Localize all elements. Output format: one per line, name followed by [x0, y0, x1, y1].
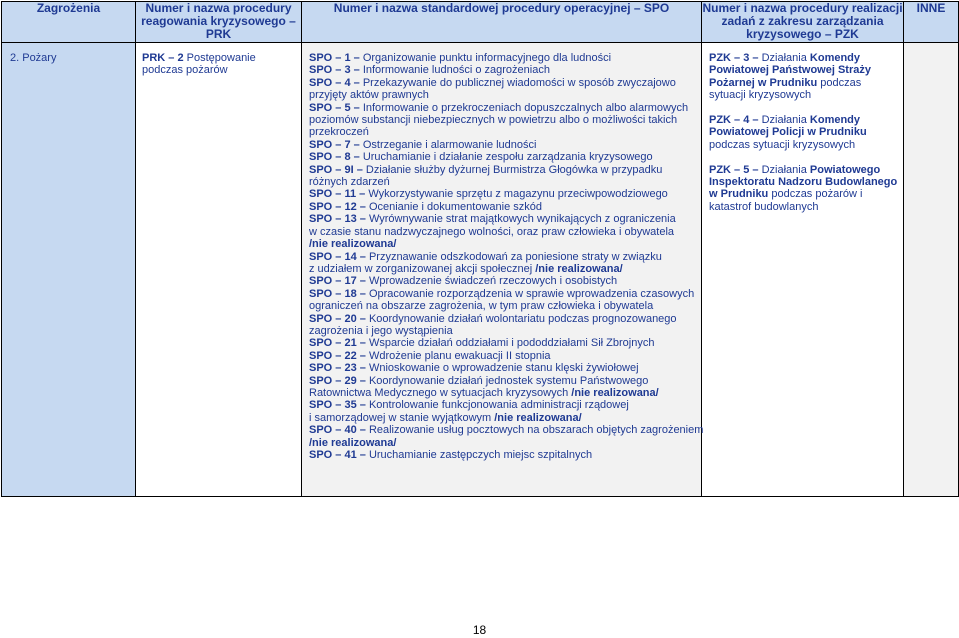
pzk-text: Powiatowego	[809, 163, 881, 176]
pzk-line	[709, 89, 899, 101]
pzk-text: Działania	[761, 52, 807, 64]
spo-note: /nie realizowana/	[535, 262, 623, 275]
spo-text: Informowanie ludności o zagrożeniach	[362, 64, 550, 77]
spo-line	[309, 188, 697, 200]
spo-line	[309, 126, 697, 138]
spo-text: w czasie stanu nadzwyczajnego wolności, oraz praw człowieka i obywatela	[309, 225, 675, 238]
pzk-code: PZK – 4 –	[709, 114, 759, 127]
spo-code: SPO – 22 –	[309, 349, 366, 362]
pzk-text: katastrof budowlanych	[709, 200, 819, 213]
spo-text: z udziałem w zorganizowanej akcji społecznej	[309, 262, 533, 275]
spo-code: SPO – 29 –	[309, 374, 366, 387]
pzk-text: podczas pożarów i	[768, 188, 863, 201]
spo-line	[309, 350, 697, 362]
spo-text: Wyrównywanie strat majątkowych wynikających z ograniczenia	[368, 213, 676, 226]
header-hazards: Zagrożenia	[2, 2, 136, 43]
spo-code: SPO – 21 –	[309, 337, 366, 350]
pzk-line	[709, 139, 899, 151]
prk-title-line: podczas pożarów	[142, 64, 228, 77]
pzk-line	[709, 201, 899, 213]
spo-line	[309, 387, 697, 399]
hazard-row	[2, 43, 959, 497]
spo-text: przekroczeń	[309, 126, 369, 139]
spo-line	[309, 176, 697, 188]
spo-line	[309, 114, 697, 126]
pzk-line	[709, 126, 899, 138]
hazard-name: 2. Pożary	[10, 52, 57, 64]
spo-line	[309, 201, 697, 213]
pzk-text: Działania	[761, 114, 807, 127]
hazard-cell	[2, 43, 136, 497]
spo-code: SPO – 11 –	[309, 188, 366, 201]
spo-text: Koordynowanie działań wolontariatu podczas prognozowanego	[368, 312, 677, 325]
spo-line	[309, 52, 697, 64]
other-cell	[904, 43, 959, 497]
pzk-line	[709, 77, 899, 89]
spo-code: SPO – 3 –	[309, 64, 360, 77]
spo-line	[309, 102, 697, 114]
spo-line	[309, 449, 697, 461]
header-prk: Numer i nazwa procedury reagowania kryzysowego – PRK	[136, 2, 302, 43]
spo-cell	[302, 43, 702, 497]
spo-text: Wnioskowanie o wprowadzenie stanu klęski żywiołowej	[368, 362, 639, 375]
spo-text: Wykorzystywanie sprzętu z magazynu przeciwpowodziowego	[368, 188, 668, 201]
pzk-text: Działania	[761, 163, 807, 176]
spo-text: przyjęty aktów prawnych	[309, 89, 429, 102]
spo-line	[309, 424, 704, 437]
spo-code: SPO – 9I –	[309, 163, 363, 176]
spo-code: SPO – 35 –	[309, 399, 366, 412]
spo-text: Wsparcie działań oddziałami i pododdziałami Sił Zbrojnych	[368, 337, 655, 350]
header-spo: Numer i nazwa standardowej procedury operacyjnej – SPO	[302, 2, 702, 43]
spo-code: SPO – 8 –	[309, 151, 360, 164]
spo-code: SPO – 23 –	[309, 362, 366, 375]
spo-text: Kontrolowanie funkcjonowania administracji rządowej	[368, 399, 629, 412]
pzk-text: sytuacji kryzysowych	[709, 89, 812, 102]
spo-line	[309, 164, 697, 176]
spo-code: SPO – 7 –	[309, 138, 360, 151]
spo-text: i samorządowej w stanie wyjątkowym	[309, 411, 492, 424]
pzk-item	[709, 114, 899, 151]
spo-note: /nie realizowana/	[571, 386, 659, 399]
header-row	[2, 2, 959, 43]
spo-code: SPO – 41 –	[309, 449, 366, 461]
prk-cell	[136, 43, 302, 497]
pzk-item	[709, 164, 899, 214]
spo-text: Informowanie o przekroczeniach dopuszczalnych albo alarmowych	[362, 101, 689, 114]
prk-code: PRK – 2	[142, 52, 184, 64]
spo-code: SPO – 1 –	[309, 52, 360, 64]
spo-line	[309, 151, 697, 163]
spo-code: SPO – 18 –	[309, 287, 366, 300]
spo-code: SPO – 20 –	[309, 312, 366, 325]
pzk-code: PZK – 5 –	[709, 163, 759, 176]
spo-line	[309, 399, 697, 411]
spo-line	[309, 437, 697, 449]
pzk-line	[709, 188, 899, 200]
spo-text: ograniczeń na obszarze zagrożenia, w tym praw człowieka i obywatela	[309, 300, 654, 313]
spo-line	[309, 139, 697, 151]
spo-code: SPO – 14 –	[309, 250, 366, 263]
spo-text: Wdrożenie planu ewakuacji II stopnia	[368, 349, 551, 362]
spo-text: Ratownictwa Medycznego w sytuacjach kryzysowych	[309, 386, 569, 399]
spo-line	[309, 226, 697, 238]
pzk-text: Powiatowej Policji w Prudniku	[709, 126, 867, 139]
pzk-text: Inspektoratu Nadzoru Budowlanego	[709, 176, 898, 189]
spo-text: Realizowanie usług pocztowych na obszarach objętych zagrożeniem	[368, 424, 704, 437]
spo-line	[309, 64, 697, 76]
page-number: 18	[472, 623, 487, 637]
spo-note: /nie realizowana/	[309, 436, 397, 449]
spo-code: SPO – 4 –	[309, 76, 360, 89]
pzk-list	[702, 43, 903, 213]
pzk-code: PZK – 3 –	[709, 52, 759, 64]
pzk-line	[709, 64, 899, 76]
spo-line	[309, 325, 697, 337]
spo-text: Opracowanie rozporządzenia w sprawie wprowadzenia czasowych	[368, 287, 695, 300]
spo-line	[309, 251, 697, 263]
spo-line	[309, 313, 697, 325]
spo-code: SPO – 13 –	[309, 213, 366, 226]
spo-code: SPO – 5 –	[309, 101, 360, 114]
spo-code: SPO – 17 –	[309, 275, 366, 288]
other-value	[904, 43, 958, 52]
spo-line	[309, 337, 697, 349]
pzk-text: w Prudniku	[709, 188, 769, 201]
pzk-line	[709, 114, 899, 126]
spo-line	[309, 89, 697, 101]
spo-line	[309, 275, 697, 287]
pzk-text: Powiatowej Państwowej Straży	[709, 64, 871, 77]
spo-text: Wprowadzenie świadczeń rzeczowych i osobistych	[368, 275, 618, 288]
pzk-cell	[702, 43, 904, 497]
spo-text: Uruchamianie zastępczych miejsc szpitalnych	[368, 449, 593, 461]
pzk-text: podczas sytuacji kryzysowych	[709, 138, 856, 151]
spo-list	[302, 43, 704, 461]
procedures-table	[1, 1, 959, 497]
pzk-text: podczas	[817, 76, 862, 89]
spo-note: /nie realizowana/	[494, 411, 582, 424]
spo-text: Uruchamianie i działanie zespołu zarządzania kryzysowego	[362, 151, 653, 164]
pzk-text: Komendy	[809, 114, 861, 127]
spo-line	[309, 375, 697, 387]
spo-code: SPO – 12 –	[309, 200, 366, 213]
spo-line	[309, 77, 697, 89]
spo-line	[309, 238, 697, 250]
spo-line	[309, 300, 697, 312]
spo-line	[309, 288, 697, 300]
spo-code: SPO – 40 –	[309, 424, 366, 437]
spo-text: Działanie służby dyżurnej Burmistrza Głogówka w przypadku	[365, 163, 663, 176]
spo-text: Ocenianie i dokumentowanie szkód	[368, 200, 542, 213]
spo-text: różnych zdarzeń	[309, 176, 390, 189]
spo-text: Przekazywanie do publicznej wiadomości w sposób zwyczajowo	[362, 76, 676, 89]
spo-text: Ostrzeganie i alarmowanie ludności	[362, 138, 537, 151]
pzk-line	[709, 52, 899, 64]
pzk-text: Komendy	[809, 52, 861, 64]
spo-text: Organizowanie punktu informacyjnego dla ludności	[362, 52, 612, 64]
pzk-line	[709, 164, 899, 176]
spo-line	[309, 412, 697, 424]
pzk-item	[709, 52, 899, 102]
spo-text: zagrożenia i jego wystąpienia	[309, 324, 453, 337]
spo-line	[309, 213, 697, 225]
pzk-text: Pożarnej w Prudniku	[709, 76, 818, 89]
spo-line	[309, 263, 697, 275]
spo-line	[309, 362, 697, 374]
pzk-line	[709, 176, 899, 188]
spo-text: Koordynowanie działań jednostek systemu Państwowego	[368, 374, 649, 387]
header-pzk: Numer i nazwa procedury realizacji zadań z zakresu zarządzania kryzysowego – PZK	[702, 1, 903, 41]
spo-text: poziomów substancji niebezpiecznych w powietrzu albo o możliwości takich	[309, 114, 678, 127]
spo-note: /nie realizowana/	[309, 238, 397, 251]
spo-text: Przyznawanie odszkodowań za poniesione straty w związku	[368, 250, 662, 263]
header-other: INNE	[904, 2, 959, 43]
prk-title-line: Postępowanie	[186, 52, 256, 64]
